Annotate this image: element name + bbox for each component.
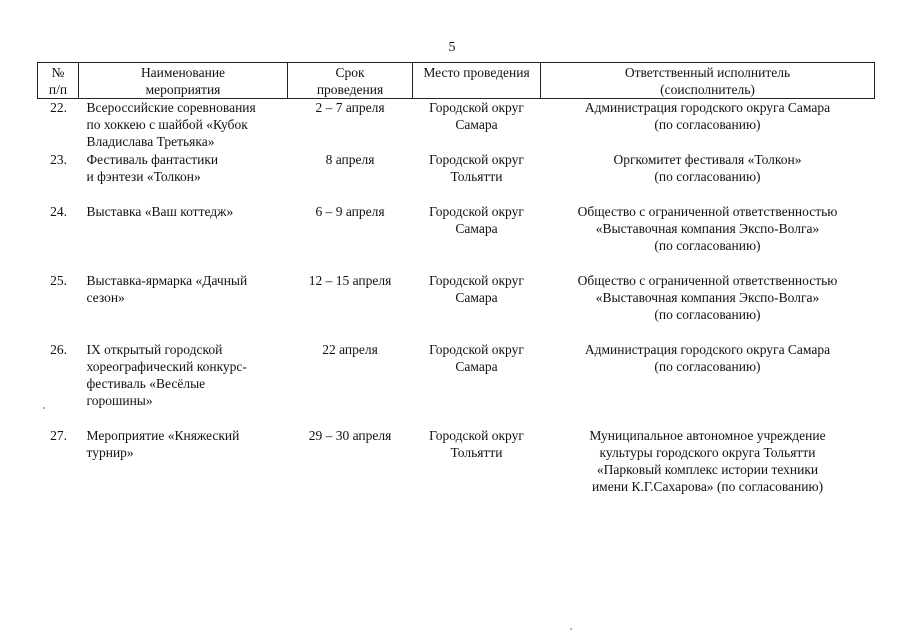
scan-speck [43, 407, 45, 409]
header-place: Место проведения [413, 63, 541, 99]
event-place: Городской округ Самара [429, 342, 524, 374]
row-number: 23. [50, 152, 67, 167]
events-table [37, 62, 875, 497]
event-responsible: Общество с ограниченной ответственностью «Выставочная компания Экспо-Волга» (по согласованию) [577, 273, 838, 322]
event-name: IX открытый городской хореографический конкурс- фестиваль «Весёлые горошины» [86, 342, 247, 408]
event-place: Городской округ Самара [429, 100, 524, 132]
row-number: 26. [50, 342, 67, 357]
event-responsible: Администрация городского округа Самара (по согласованию) [584, 100, 831, 132]
event-date: 2 – 7 апреля [315, 100, 385, 115]
row-number: 27. [50, 428, 67, 443]
table-row [38, 341, 875, 427]
header-responsible: Ответственный исполнитель (соисполнитель) [541, 63, 875, 99]
event-responsible: Муниципальное автономное учреждение культуры городского округа Тольятти «Парковый комплекс истории техники имени К.Г.Сахарова» (по согласованию) [589, 428, 826, 494]
table-row [38, 203, 875, 272]
table-header-row [38, 63, 875, 99]
header-event-name: Наименование мероприятия [79, 63, 288, 99]
table-row [38, 427, 875, 497]
table-row [38, 99, 875, 152]
page-number: 5 [448, 40, 456, 55]
header-date: Срок проведения [288, 63, 413, 99]
event-place: Городской округ Тольятти [429, 428, 524, 460]
event-place: Городской округ Тольятти [429, 152, 524, 184]
event-responsible: Общество с ограниченной ответственностью «Выставочная компания Экспо-Волга» (по согласованию) [577, 204, 838, 253]
event-name: Выставка «Ваш коттедж» [86, 204, 234, 219]
row-number: 24. [50, 204, 67, 219]
table-row [38, 151, 875, 203]
event-date: 8 апреля [325, 152, 375, 167]
scan-speck [570, 628, 572, 630]
event-name: Фестиваль фантастики и фэнтези «Толкон» [86, 152, 219, 184]
event-name: Выставка-ярмарка «Дачный сезон» [86, 273, 248, 305]
table-row [38, 272, 875, 341]
event-name: Всероссийские соревнования по хоккею с шайбой «Кубок Владислава Третьяка» [86, 100, 256, 149]
event-responsible: Администрация городского округа Самара (по согласованию) [584, 342, 831, 374]
event-date: 6 – 9 апреля [315, 204, 385, 219]
event-date: 12 – 15 апреля [308, 273, 392, 288]
event-date: 22 апреля [322, 342, 378, 357]
event-name: Мероприятие «Княжеский турнир» [86, 428, 240, 460]
event-place: Городской округ Самара [429, 273, 524, 305]
header-number: № п/п [38, 63, 79, 99]
row-number: 22. [50, 100, 67, 115]
row-number: 25. [50, 273, 67, 288]
event-date: 29 – 30 апреля [308, 428, 392, 443]
event-responsible: Оргкомитет фестиваля «Толкон» (по согласованию) [613, 152, 802, 184]
event-place: Городской округ Самара [429, 204, 524, 236]
